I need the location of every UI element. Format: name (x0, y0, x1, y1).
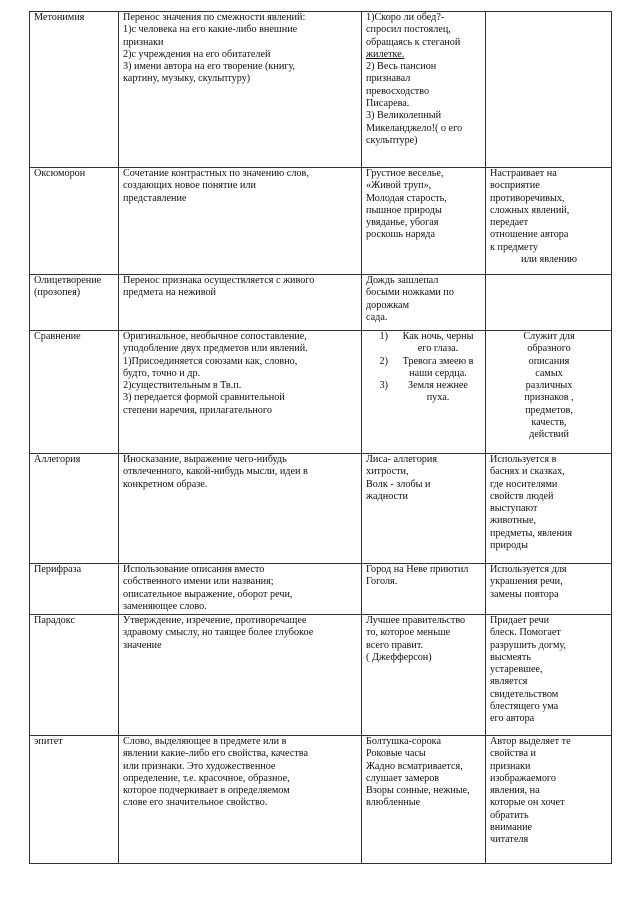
example-cell: Грустное веселье, «Живой труп», Молодая старость, пышное природы увяданье, убогая роскошь наряда (362, 168, 486, 275)
example-cell: 1)Скоро ли обед?- спросил постоялец, обращаясь к стеганой жилетке. 2) Весь пансион признавал превосходство Писарева. 3) Великолепный Микеланджело!( о его скульптуре) (362, 12, 486, 168)
term-cell: Оксюморон (30, 168, 119, 275)
example-cell: Болтушка-сорока Роковые часы Жадно всматривается, слушает замеров Взоры сонные, нежные, влюбленные (362, 736, 486, 864)
note-cell (486, 275, 612, 331)
definition-cell: Перенос признака осуществляется с живого предмета на неживой (119, 275, 362, 331)
list-item: 1) Как ночь, черны его глаза. (379, 331, 474, 355)
term-cell: Аллегория (30, 454, 119, 564)
definition-cell: Использование описания вместо собственного имени или названия; описательное выражение, оборот речи, заменяющее слово. (119, 564, 362, 615)
table-row (30, 454, 612, 564)
table-row (30, 12, 612, 168)
example-cell: Город на Неве приютил Гоголя. (362, 564, 486, 615)
definition-cell: Утверждение, изречение, противоречащее здравому смыслу, но таящее более глубокое значение (119, 615, 362, 736)
definition-cell: Сочетание контрастных по значению слов, создающих новое понятие или представление (119, 168, 362, 275)
note-cell: Придает речи блеск. Помогает разрушить догму, высмеять устаревшее, является свидетельством блестящего ума его автора (486, 615, 612, 736)
note-cell: Автор выделяет те свойства и признаки изображаемого явления, на которые он хочет обратить внимание читателя (486, 736, 612, 864)
table-row (30, 168, 612, 275)
literary-devices-table (29, 11, 612, 864)
term-cell: Парадокс (30, 615, 119, 736)
table-row (30, 331, 612, 454)
example-cell (362, 331, 486, 454)
term-cell: Перифраза (30, 564, 119, 615)
term-cell: Олицетворение (прозопея) (30, 275, 119, 331)
example-cell: Лиса- аллегория хитрости, Волк - злобы и жадности (362, 454, 486, 564)
definition-cell: Иносказание, выражение чего-нибудь отвлеченного, какой-нибудь мысли, идеи в конкретном образе. (119, 454, 362, 564)
example-cell: Дождь зашлепал босыми ножками по дорожкам сада. (362, 275, 486, 331)
note-cell: Используется в баснях и сказках, где носителями свойств людей выступают животные, предметы, явления природы (486, 454, 612, 564)
term-cell: эпитет (30, 736, 119, 864)
table-row (30, 564, 612, 615)
table-row (30, 736, 612, 864)
definition-cell: Слово, выделяющее в предмете или в явлении какие-либо его свойства, качества или признаки. Это художественное определение, т.е. красочное, образное, которое подчеркивает в определяемом слове его значительное свойство. (119, 736, 362, 864)
note-cell: Служит для образного описания самых различных признаков , предметов, качеств, действий (486, 331, 612, 454)
definition-cell: Перенос значения по смежности явлений: 1)с человека на его какие-либо внешние признаки 2)с учреждения на его обитателей 3) имени автора на его творение (книгу, картину, музыку, скульптуру) (119, 12, 362, 168)
list-item: 3) Земля нежнее пуха. (379, 380, 468, 404)
note-cell: Настраивает на восприятие противоречивых, сложных явлений, передает отношение автора к предмету или явлению (486, 168, 612, 275)
note-cell (486, 12, 612, 168)
list-item: 2) Тревога змеею в наши сердца. (379, 355, 474, 379)
definition-cell: Оригинальное, необычное сопоставление, уподобление двух предметов или явлений. 1)Присоединяется союзами как, словно, будто, точно и др. 2)существительным в Тв.п. 3) передается формой сравнительной степени наречия, прилагательного (119, 331, 362, 454)
note-cell: Используется для украшения речи, замены повтора (486, 564, 612, 615)
table-row (30, 615, 612, 736)
term-cell: Сравнение (30, 331, 119, 454)
example-cell: Лучшее правительство то, которое меньше всего правит. ( Джефферсон) (362, 615, 486, 736)
table-row (30, 275, 612, 331)
term-cell: Метонимия (30, 12, 119, 168)
